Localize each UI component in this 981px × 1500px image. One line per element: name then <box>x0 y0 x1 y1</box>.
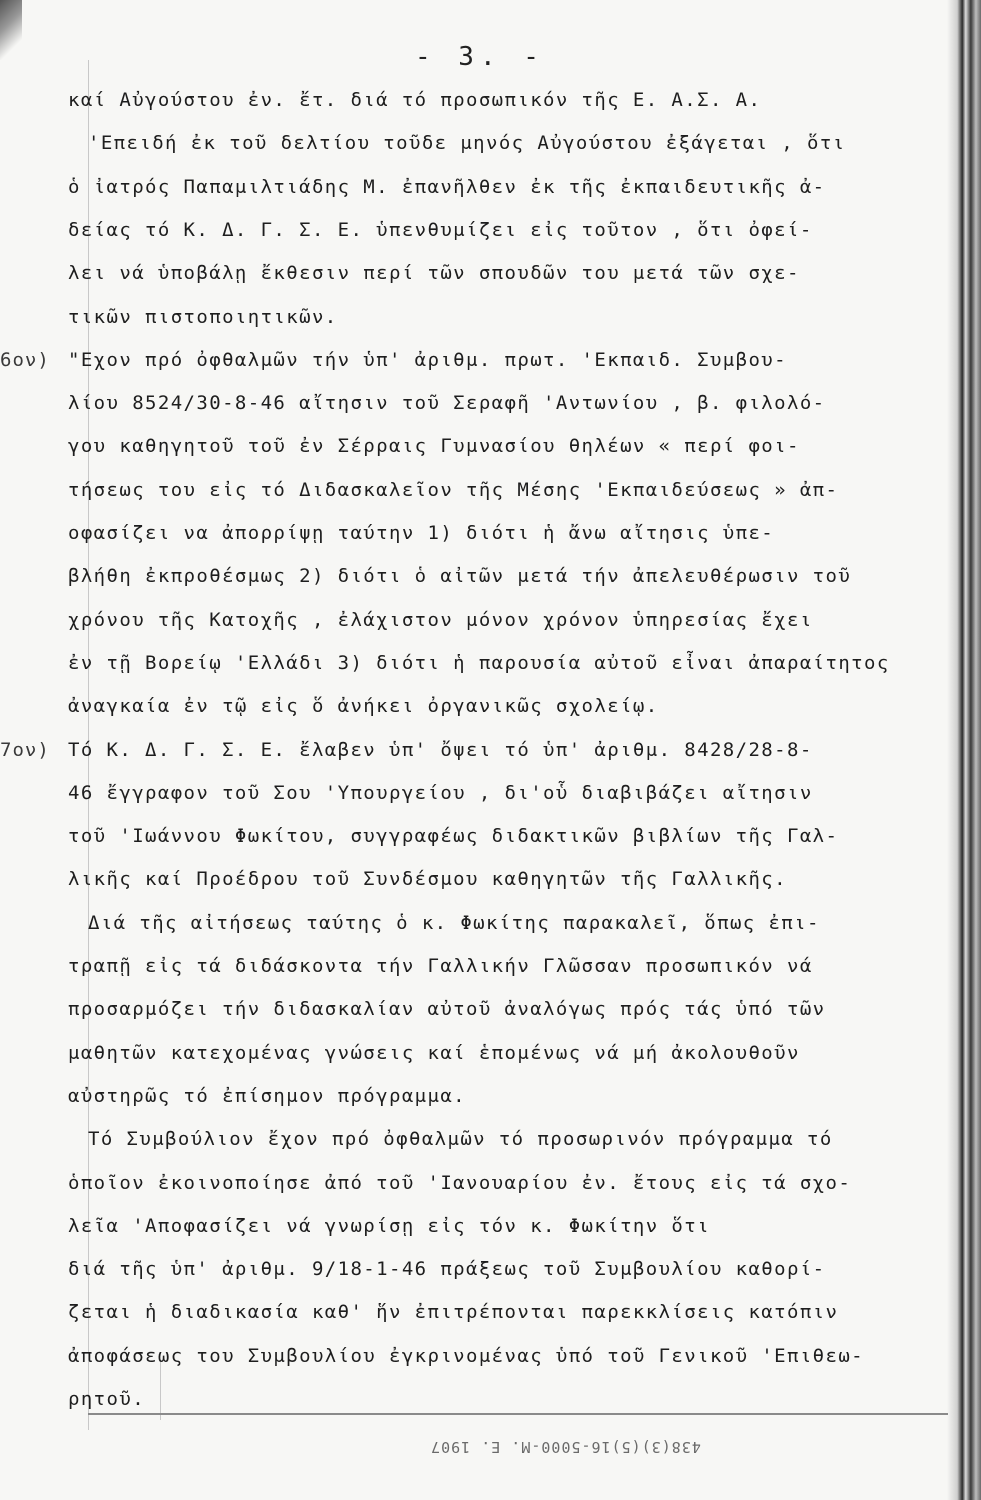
text-line <box>0 383 945 423</box>
line-text: λει νά ὑποβάλῃ ἔκθεσιν περί τῶν σπουδῶν του μετά τῶν σχε- <box>68 262 800 285</box>
text-line <box>0 600 945 640</box>
line-text: βλήθη ἐκπροθέσμως 2) διότι ὁ αἰτῶν μετά τήν ἀπελευθέρωσιν τοῦ <box>68 565 852 588</box>
line-text: 46 ἔγγραφον τοῦ Σου 'Υπουργείου , δι'οὗ διαβιβάζει αἴτησιν <box>68 781 813 804</box>
text-line <box>0 1206 945 1246</box>
text-line <box>0 643 945 683</box>
text-line <box>0 1163 945 1203</box>
text-line <box>0 297 945 337</box>
text-line <box>0 773 945 813</box>
text-line <box>0 210 945 250</box>
line-text: ἐν τῇ Βορείῳ 'Ελλάδι 3) διότι ἡ παρουσία αὐτοῦ εἶναι ἀπαραίτητος <box>68 651 890 674</box>
text-line <box>0 80 945 120</box>
line-text: ἀναγκαία ἐν τῷ εἰς ὅ ἀνήκει ὀργανικῶς σχολείῳ. <box>68 695 659 718</box>
line-text: τοῦ 'Ιωάννου Φωκίτου, συγγραφέως διδακτικῶν βιβλίων τῆς Γαλ- <box>68 825 839 848</box>
line-text: αὐστηρῶς τό ἐπίσημον πρόγραμμα. <box>68 1084 467 1107</box>
text-line <box>0 426 945 466</box>
line-text: Τό Συμβούλιον ἔχον πρό ὀφθαλμῶν τό προσωρινόν πρόγραμμα τό <box>88 1128 833 1151</box>
text-line <box>0 686 945 726</box>
line-text: τήσεως του εἰς τό Διδασκαλεῖον τῆς Μέσης 'Εκπαιδεύσεως » ἀπ- <box>68 478 839 501</box>
text-line <box>0 903 945 943</box>
line-text: "Εχον πρό ὀφθαλμῶν τήν ὑπ' ἀριθμ. πρωτ. 'Εκπαιδ. Συμβου- <box>68 348 787 371</box>
line-text: τικῶν πιστοποιητικῶν. <box>68 305 338 328</box>
text-line <box>0 1076 945 1116</box>
line-text: καί Αὐγούστου ἐν. ἔτ. διά τό προσωπικόν τῆς Ε. Α.Σ. Α. <box>68 89 762 111</box>
text-line <box>0 1119 945 1159</box>
text-line <box>0 1292 945 1332</box>
text-line <box>0 1379 945 1419</box>
line-text: λικῆς καί Προέδρου τοῦ Συνδέσμου καθηγητῶν τῆς Γαλλικῆς. <box>68 868 787 891</box>
line-text: οφασίζει να ἀπορρίψῃ ταύτην 1) διότι ἡ ἄνω αἴτησις ὑπε- <box>68 522 775 544</box>
page-number: - 3. - <box>415 42 545 72</box>
line-text: ὁ ἰατρός Παπαμιλτιάδης Μ. ἐπανῆλθεν ἐκ τῆς ἐκπαιδευτικῆς ἀ- <box>68 175 826 198</box>
line-text: ὁποῖον ἐκοινοποίησε ἀπό τοῦ 'Ιανουαρίου ἐν. ἔτους εἰς τά σχο- <box>68 1171 852 1194</box>
line-text: τραπῇ εἰς τά διδάσκοντα τήν Γαλλικήν Γλῶσσαν προσωπικόν νά <box>68 955 813 977</box>
margin-item-number: 7ον) <box>0 738 50 761</box>
text-line <box>0 340 945 380</box>
text-line <box>0 730 945 770</box>
line-text: λίου 8524/30-8-46 αἴτησιν τοῦ Σεραφῆ 'Αντωνίου , β. φιλολό- <box>68 392 826 415</box>
line-text: Τό Κ. Δ. Γ. Σ. Ε. ἔλαβεν ὑπ' ὄψει τό ὑπ' ἀριθμ. 8428/28-8- <box>68 738 813 761</box>
text-line <box>0 556 945 596</box>
text-line <box>0 859 945 899</box>
line-text: 'Επειδή ἐκ τοῦ δελτίου τοῦδε μηνός Αὐγούστου ἐξάγεται , ὅτι <box>88 132 846 155</box>
text-line <box>0 123 945 163</box>
text-line <box>0 989 945 1029</box>
line-text: ρητοῦ. <box>68 1388 146 1410</box>
printer-footer: 438(3)(5)16-5000-Μ. Ε. 1907 <box>430 1438 701 1456</box>
text-line <box>0 816 945 856</box>
line-text: χρόνου τῆς Κατοχῆς , ἐλάχιστον μόνον χρόνον ὑπηρεσίας ἔχει <box>68 608 813 631</box>
text-line <box>0 253 945 293</box>
page-binding-edge <box>947 0 981 1500</box>
text-line <box>0 1336 945 1376</box>
text-line <box>0 513 945 553</box>
page-corner-shadow <box>0 0 22 60</box>
line-text: ζεται ἡ διαδικασία καθ' ἥν ἐπιτρέπονται παρεκκλίσεις κατόπιν <box>68 1301 839 1324</box>
text-line <box>0 470 945 510</box>
text-line <box>0 167 945 207</box>
margin-item-number: 6ον) <box>0 348 50 371</box>
line-text: Διά τῆς αἰτήσεως ταύτης ὁ κ. Φωκίτης παρακαλεῖ, ὅπως ἐπι- <box>88 911 820 934</box>
line-text: ἀποφάσεως του Συμβουλίου ἐγκρινομένας ὑπό τοῦ Γενικοῦ 'Επιθεω- <box>68 1344 865 1367</box>
text-line <box>0 1033 945 1073</box>
text-line <box>0 946 945 986</box>
line-text: λεῖα 'Αποφασίζει νά γνωρίσῃ εἰς τόν κ. Φωκίτην ὅτι <box>68 1214 710 1237</box>
line-text: δείας τό Κ. Δ. Γ. Σ. Ε. ὑπενθυμίζει εἰς τοῦτον , ὅτι ὀφεί- <box>68 218 813 241</box>
line-text: μαθητῶν κατεχομένας γνώσεις καί ἑπομένως νά μή ἀκολουθοῦν <box>68 1041 800 1064</box>
line-text: διά τῆς ὑπ' ἀριθμ. 9/18-1-46 πράξεως τοῦ Συμβουλίου καθορί- <box>68 1258 826 1281</box>
line-text: γου καθηγητοῦ τοῦ ἐν Σέρραις Γυμνασίου θηλέων « περί φοι- <box>68 435 800 458</box>
text-line <box>0 1249 945 1289</box>
line-text: προσαρμόζει τήν διδασκαλίαν αὐτοῦ ἀναλόγως πρός τάς ὑπό τῶν <box>68 998 826 1021</box>
